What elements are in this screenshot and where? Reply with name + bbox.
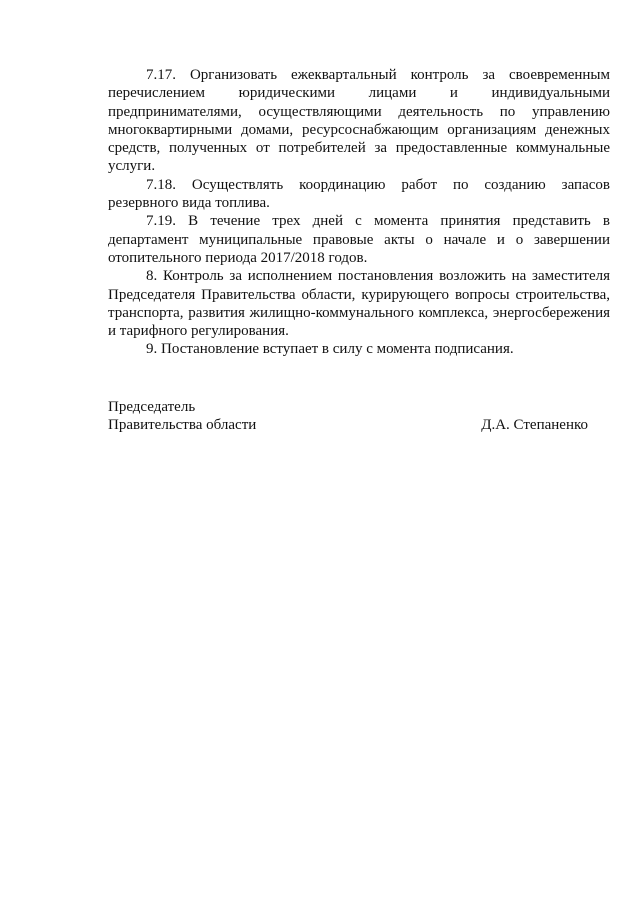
paragraph-7-17: 7.17. Организовать ежеквартальный контроль за своевременным перечислением юридическими лицами и индивидуальными предпринимателями, осуществляющими деятельность по управлению многоквартирными домами, ресурсоснабжающим организациям денежных средств, полученных от потребителей за предоставленные коммунальные услуги.: [108, 67, 610, 175]
signature-block: [108, 398, 588, 435]
signature-row: [108, 416, 588, 434]
signer-title-line2: Правительства области: [108, 417, 257, 434]
signer-name: Д.А. Степаненко: [481, 417, 588, 434]
document-body: [108, 66, 610, 359]
paragraph-7-19: 7.19. В течение трех дней с момента принятия представить в департамент муниципальные правовые акты о начале и о завершении отопительного периода 2017/2018 годов.: [108, 213, 610, 266]
paragraph-7-18: 7.18. Осуществлять координацию работ по созданию запасов резервного вида топлива.: [108, 176, 610, 212]
paragraph-8: 8. Контроль за исполнением постановления возложить на заместителя Председателя Правительства области, курирующего вопросы строительства, транспорта, развития жилищно-коммунального комплекса, энергосбережения и тарифного регулирования.: [108, 268, 610, 340]
paragraph-9: 9. Постановление вступает в силу с момента подписания.: [146, 341, 514, 358]
signer-title-line1: Председатель: [108, 399, 196, 415]
